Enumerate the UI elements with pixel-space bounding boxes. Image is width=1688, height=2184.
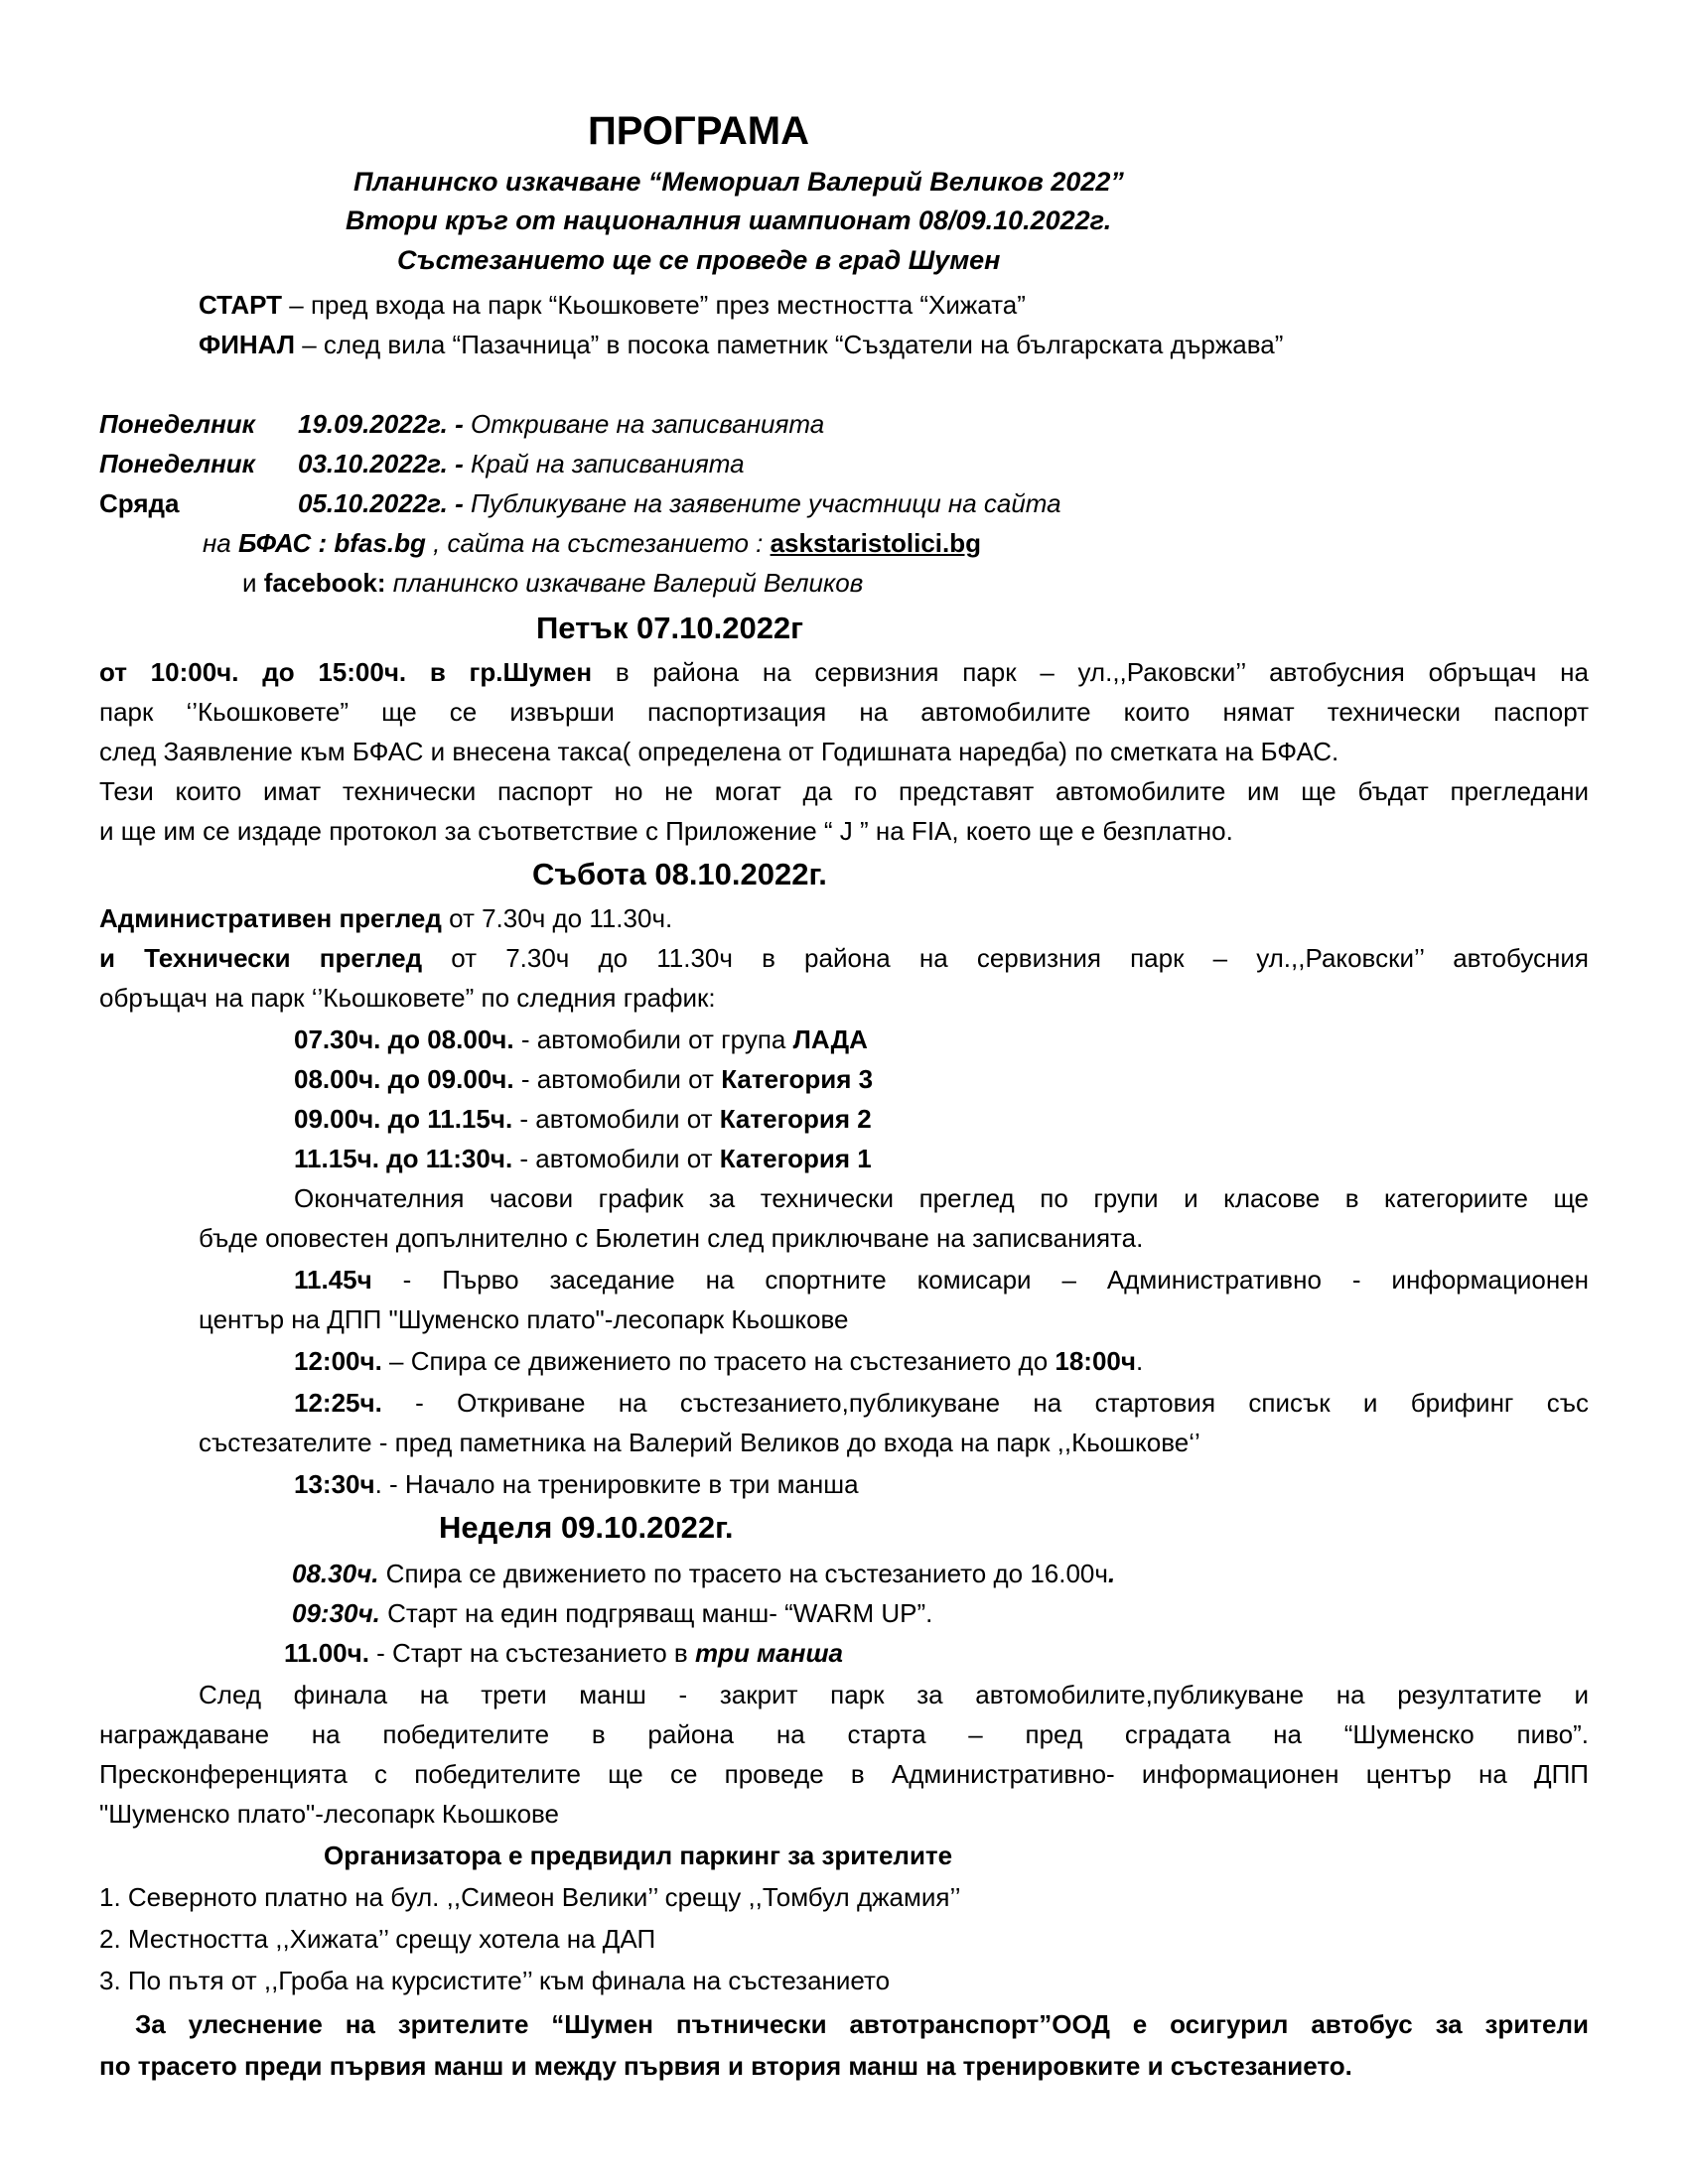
sunday-item: 09:30ч. Старт на един подгряващ манш- “WARM UP”. [292, 1598, 933, 1628]
event-line: 13:30ч. - Начало на тренировките в три манша [294, 1469, 859, 1499]
subtitle-event: Планинско изкачване “Мемориал Валерий Великов 2022” [353, 167, 1124, 197]
closing-paragraph-line: Пресконференцията с победителите ще се проведе в Административно- информационен център на ДПП [99, 1759, 1589, 1789]
closing-paragraph-line: награждаване на победителите в района на старта – пред сградата на “Шуменско пиво”. [99, 1719, 1589, 1749]
finish-label: ФИНАЛ [199, 330, 295, 359]
schedule-item: 09.00ч. до 11.15ч. - автомобили от Категория 2 [294, 1104, 872, 1134]
registration-date: 03.10.2022г. - [298, 449, 464, 478]
friday-paragraph-line: от 10:00ч. до 15:00ч. в гр.Шумен в района на сервизния парк – ул.,,Раковски’’ автобусния обръщач на [99, 657, 1589, 687]
start-text: – пред входа на парк “Кьошковете” през местността “Хижата” [282, 290, 1026, 320]
final-schedule-line: бъде оповестен допълнително с Бюлетин след приключване на записванията. [199, 1223, 1144, 1253]
parking-item: 1. Северното платно на бул. ,,Симеон Велики’’ срещу ,,Томбул джамия’’ [99, 1882, 961, 1912]
finish-text: – след вила “Пазачница” в посока паметник “Създатели на българската държава” [295, 330, 1284, 359]
event-site-link[interactable]: askstaristolici.bg [770, 528, 982, 558]
registration-text: Край на записванията [463, 449, 745, 478]
schedule-item: 08.00ч. до 09.00ч. - автомобили от Категория 3 [294, 1064, 874, 1094]
registration-date: 05.10.2022г. - [298, 488, 464, 518]
event-line: 12:00ч. – Спира се движението по трасето на състезанието до 18:00ч. [294, 1346, 1144, 1376]
saturday-heading: Събота 08.10.2022г. [532, 857, 827, 891]
facebook-label: facebook: [263, 568, 386, 598]
start-label: СТАРТ [199, 290, 283, 320]
parking-item: 2. Местността ,,Хижата’’ срещу хотела на ДАП [99, 1924, 656, 1954]
schedule-item: 07.30ч. до 08.00ч. - автомобили от група ЛАДА [294, 1024, 868, 1054]
closing-paragraph-line: "Шуменско плато"-лесопарк Кьошкове [99, 1799, 560, 1829]
schedule-item: 11.15ч. до 11:30ч. - автомобили от Категория 1 [294, 1144, 872, 1173]
page-title: ПРОГРАМА [588, 109, 809, 153]
registration-text: Откриване на записванията [463, 409, 825, 439]
registration-sites: на БФАС : bfas.bg , сайта на състезанието : askstaristolici.bg [203, 528, 982, 558]
registration-row [298, 447, 745, 480]
friday-paragraph-line: след Заявление към БФАС и внесена такса( определена от Годишната наредба) по сметката на БФАС. [99, 737, 1339, 766]
friday-heading: Петък 07.10.2022г [536, 611, 804, 645]
registration-day: Понеделник [99, 409, 255, 439]
bus-note-line: по трасето преди първия манш и между първия и втория манш на тренировките и състезанието. [99, 2051, 1352, 2081]
subtitle-round: Втори кръг от националния шампионат 08/09.10.2022г. [346, 205, 1112, 235]
tech-check-line: и Технически преглед от 7.30ч до 11.30ч в района на сервизния парк – ул.,,Раковски’’ автобусния [99, 943, 1589, 973]
registration-day: Сряда [99, 488, 180, 518]
bfas-site: БФАС : bfas.bg [238, 528, 426, 558]
event-line: 11.45ч - Първо заседание на спортните комисари – Административно - информационен [294, 1265, 1589, 1295]
sunday-heading: Неделя 09.10.2022г. [439, 1510, 734, 1545]
admin-check-line: Административен преглед от 7.30ч до 11.30ч. [99, 903, 673, 933]
registration-row [298, 486, 1061, 520]
registration-row [99, 486, 179, 520]
subtitle-location: Състезанието ще се проведе в град Шумен [397, 245, 1001, 275]
facebook-text: планинско изкачване Валерий Великов [385, 568, 864, 598]
final-schedule-line: Окончателния часови график за технически преглед по групи и класове в категориите ще [294, 1183, 1589, 1213]
parking-heading: Организатора е предвидил паркинг за зрителите [324, 1841, 953, 1870]
registration-date: 19.09.2022г. - [298, 409, 464, 439]
registration-row [298, 407, 824, 441]
event-line: 12:25ч. - Откриване на състезанието,публикуване на стартовия списък и брифинг със [294, 1388, 1589, 1418]
event-line: център на ДПП "Шуменско плато"-лесопарк Кьошкове [199, 1304, 849, 1334]
registration-row [99, 447, 255, 480]
bus-note-line: За улеснение на зрителите “Шумен пътнически автотранспорт”ООД е осигурил автобус за зрители [135, 2009, 1589, 2039]
friday-paragraph-line: и ще им се издаде протокол за съответствие с Приложение “ J ” на FIA, което ще е безплатно. [99, 816, 1233, 846]
facebook-line: и facebook: планинско изкачване Валерий Великов [242, 568, 864, 598]
friday-paragraph-line: Тези които имат технически паспорт но не могат да го представят автомобилите им ще бъдат прегледани [99, 776, 1589, 806]
closing-paragraph-line: След финала на трети манш - закрит парк за автомобилите,публикуване на резултатите и [199, 1680, 1589, 1709]
sunday-item: 08.30ч. Спира се движението по трасето на състезанието до 16.00ч. [292, 1559, 1116, 1588]
finish-line [199, 328, 1283, 361]
friday-paragraph-line: парк ‘’Кьошковете” ще се извърши паспортизация на автомобилите които нямат технически паспорт [99, 697, 1589, 727]
parking-item: 3. По пътя от ,,Гроба на курсистите’’ към финала на състезанието [99, 1966, 891, 1995]
registration-day: Понеделник [99, 449, 255, 478]
event-line: състезателите - пред паметника на Валерий Великов до входа на парк ,,Кьошкове‘’ [199, 1428, 1200, 1457]
start-line [199, 288, 1026, 322]
registration-row [99, 407, 255, 441]
registration-text: Публикуване на заявените участници на сайта [463, 488, 1061, 518]
sunday-item: 11.00ч. - Старт на състезанието в три манша [284, 1638, 844, 1668]
tech-check-line: обръщач на парк ‘’Кьошковете” по следния график: [99, 983, 716, 1013]
